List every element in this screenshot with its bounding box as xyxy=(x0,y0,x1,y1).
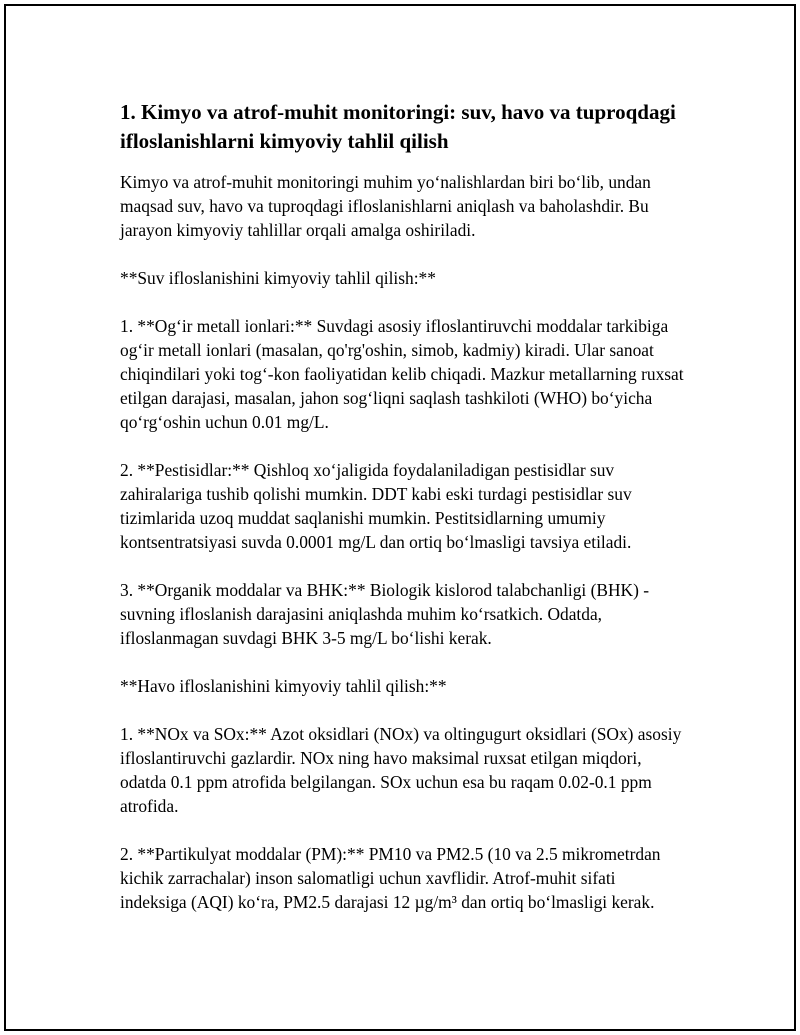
water-item-pesticides: 2. **Pestisidlar:** Qishloq xo‘jaligida foydalaniladigan pestisidlar suv zahiralariga tushib qolishi mumkin. DDT kabi eski turdagi pestisidlar suv tizimlarida uzoq muddat saqlanishi mumkin. Pestitsidlarning umumiy kontsentratsiyasi suvda 0.0001 mg/L dan ortiq bo‘lmasligi tavsiya etiladi. xyxy=(120,460,632,552)
document-body xyxy=(120,98,686,914)
air-section-heading: **Havo ifloslanishini kimyoviy tahlil qilish:** xyxy=(120,676,447,696)
intro-paragraph: Kimyo va atrof-muhit monitoringi muhim yo‘nalishlardan biri bo‘lib, undan maqsad suv, havo va tuproqdagi ifloslanishlarni aniqlash va baholashdir. Bu jarayon kimyoviy tahlillar orqali amalga oshiriladi. xyxy=(120,172,651,240)
water-item-heavy-metals: 1. **Og‘ir metall ionlari:** Suvdagi asosiy ifloslantiruvchi moddalar tarkibiga og‘ir metall ionlari (masalan, qo'rg'oshin, simob, kadmiy) kiradi. Ular sanoat chiqindilari yoki tog‘-kon faoliyatidan kelib chiqadi. Mazkur metallarning ruxsat etilgan darajasi, masalan, jahon sog‘liqni saqlash tashkiloti (WHO) bo‘yicha qo‘rg‘oshin uchun 0.01 mg/L. xyxy=(120,316,684,432)
water-item-organic-bhk: 3. **Organik moddalar va BHK:** Biologik kislorod talabchanligi (BHK) - suvning ifloslanish darajasini aniqlashda muhim ko‘rsatkich. Odatda, ifloslanmagan suvdagi BHK 3-5 mg/L bo‘lishi kerak. xyxy=(120,580,650,648)
document-page xyxy=(4,4,796,1031)
air-item-particulate-matter: 2. **Partikulyat moddalar (PM):** PM10 va PM2.5 (10 va 2.5 mikrometrdan kichik zarrachalar) inson salomatligi uchun xavflidir. Atrof-muhit sifati indeksiga (AQI) ko‘ra, PM2.5 darajasi 12 µg/m³ dan ortiq bo‘lmasligi kerak. xyxy=(120,844,661,912)
water-section-heading: **Suv ifloslanishini kimyoviy tahlil qilish:** xyxy=(120,268,436,288)
document-title: 1. Kimyo va atrof-muhit monitoringi: suv, havo va tuproqdagi ifloslanishlarni kimyoviy tahlil qilish xyxy=(120,100,676,153)
air-item-nox-sox: 1. **NOx va SOx:** Azot oksidlari (NOx) va oltingugurt oksidlari (SOx) asosiy ifloslantiruvchi gazlardir. NOx ning havo maksimal ruxsat etilgan miqdori, odatda 0.1 ppm atrofida belgilangan. SOx uchun esa bu raqam 0.02-0.1 ppm atrofida. xyxy=(120,724,682,816)
